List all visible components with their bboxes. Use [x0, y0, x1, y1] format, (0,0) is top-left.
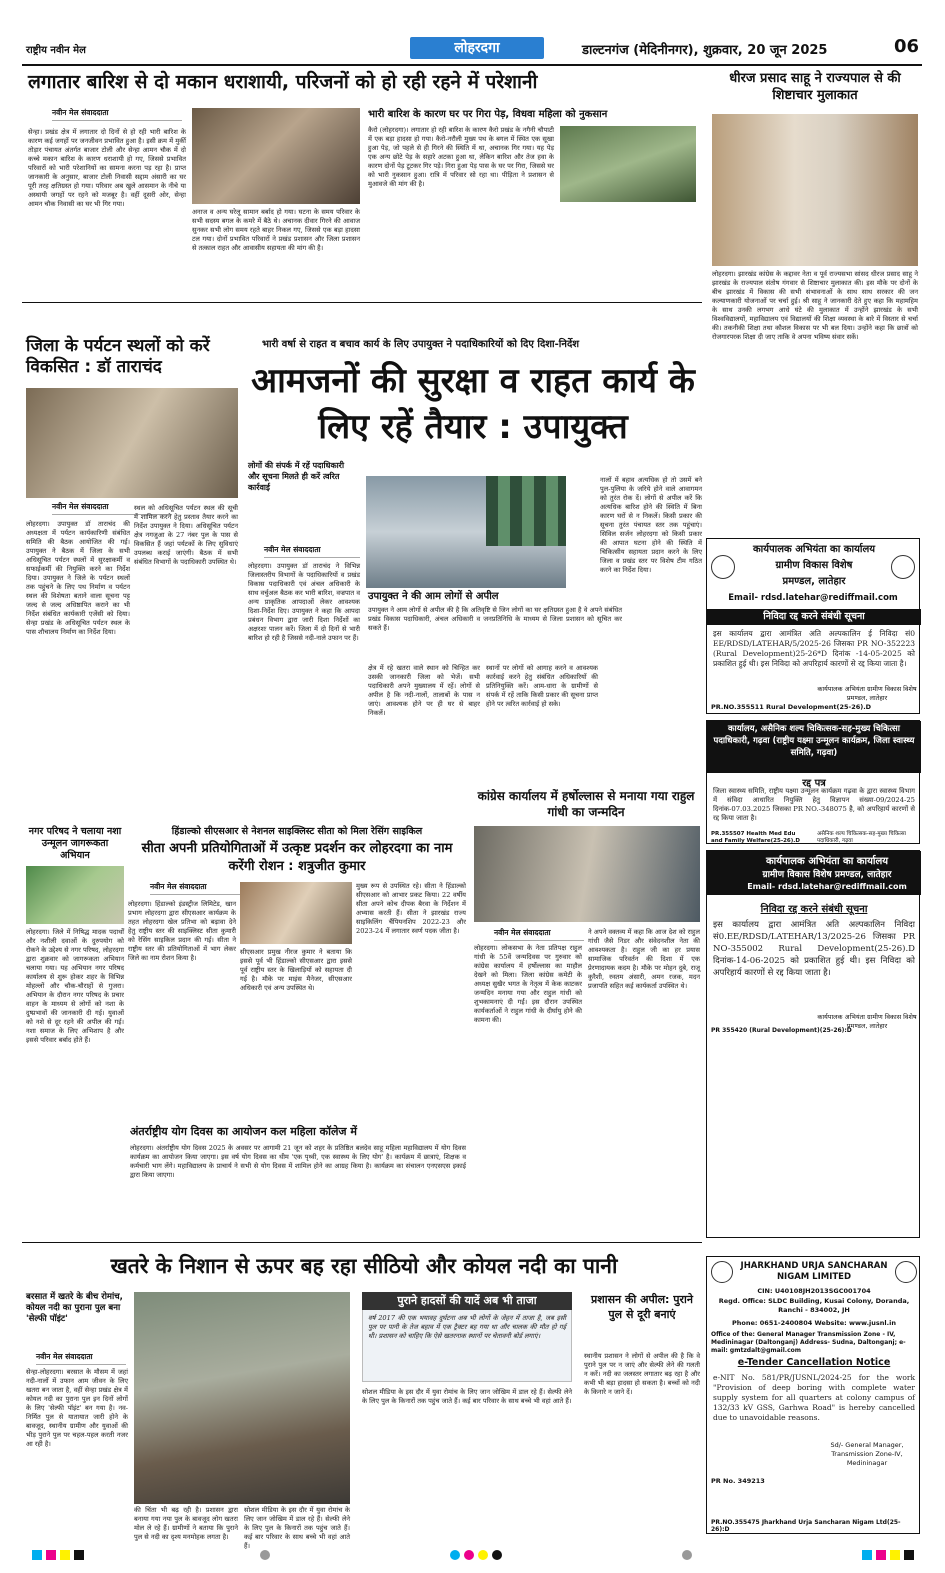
- registration-marks: [22, 1548, 922, 1562]
- ad4-gm: Office of the: General Manager Transmission Zone - IV, Medininagar (Daltonganj) Address- Sudna, Daltonganj; e-mail: gmtzdalt@gmail.com: [711, 1331, 906, 1354]
- story1-headline: लगातार बारिश से दो मकान धराशायी, परिजनों को हो रही रहने में परेशानी: [28, 71, 538, 93]
- story7-body3: मुख्य रूप से उपस्थित रहे। सीता ने हिंडाल्को सीएसआर को आभार प्रकट किया। 22 वर्षीय सीता अपने कोच दीपक बैरवा के निर्देशन में अभ्यास करती हैं। सीता ने झारखंड राज्य साइकिलिंग चैंपियनशिप 2022-23 और 2023-24 में लगातार स्वर्ण पदक जीता है।: [356, 882, 466, 935]
- tender-notice-ad-1: [706, 538, 920, 714]
- story8-headline: कांग्रेस कार्यालय में हर्षोल्लास से मनाया गया राहुल गांधी का जन्मदिन: [477, 789, 695, 819]
- ad3-sign: कार्यपालक अभियंता ग्रामीण विकास विशेष प्रमण्डल, लातेहार: [817, 1013, 917, 1030]
- ad1-title3: प्रमण्डल, लातेहार: [782, 576, 846, 587]
- story2-headline: भारी बारिश के कारण घर पर गिरा पेड़, विधवा महिला को नुकसान: [368, 109, 608, 120]
- ad3-title1: कार्यपालक अभियंता का कार्यालय: [765, 856, 889, 867]
- ad4-notice: e-Tender Cancellation Notice: [737, 1357, 891, 1368]
- story3-photo: [712, 114, 918, 266]
- story4-photo: [26, 388, 238, 498]
- ad4-title1: JHARKHAND URJA SANCHARAN NIGAM LIMITED: [740, 1261, 888, 1282]
- story9-body: लोहरदगा। अंतर्राष्ट्रीय योग दिवस 2025 के अवसर पर आगामी 21 जून को शहर के प्रतिष्ठित बलदेव साहू महिला महाविद्यालय में योग दिवस कार्यक्रम का आयोजन किया जाएगा। इस वर्ष योग दिवस का थीम 'एक पृथ्वी, एक स्वास्थ्य के लिए योग' है। कार्यक्रम में छात्राएं, शिक्षक व कर्मचारी भाग लेंगे। महाविद्यालय के प्राचार्य ने सभी से योग दिवस में शामिल होने का आग्रह किया है। कार्यक्रम का संचालन एनएसएस इकाई द्वारा किया जाएगा।: [130, 1144, 466, 1179]
- story2-body: कैरो (लोहरदगा)। लगातार हो रही बारिश के कारण कैरो प्रखंड के नगैनी चौपाटी में एक बड़ा हादसा हो गया। कैरो-नरौली मुख्य पथ के बगल में स्थित एक सूखा हुआ पेड़, जो पहले से ही गिरने की स्थिति में था, अचानक गिर गया। यह पेड़ एक अन्य छोटे पेड़ के सहारे अटका हुआ था, लेकिन बारिश और तेज हवा के कारण दोनों पेड़ टूटकर गिर पड़े। गिरा हुआ पेड़ पास के घर पर गिरा, जिससे घर को भारी नुकसान हुआ। रात्रि में परिवार सो रहा था। पीड़िता ने प्रशासन से मुआवजे की मांग की है।: [368, 126, 554, 188]
- story6-photo: [26, 866, 124, 924]
- story10-box-body: वर्ष 2017 की एक भयावह दुर्घटना अब भी लोगों के जेहन में ताजा है, जब इसी पुल पर पानी के तेज बहाव में एक ट्रैक्टर बह गया था और चालक की मौत हो गई थी। प्रशासन को चाहिए कि ऐसे खतरनाक स्थानों पर चेतावनी बोर्ड लगाएं।: [368, 1314, 566, 1340]
- story1-body: सेन्हा। प्रखंड क्षेत्र में लगातार दो दिनों से हो रही भारी बारिश के कारण कई जगहों पर जनजीवन प्रभावित हुआ है। इसी क्रम में मुर्की तोड़ार पंचायत अंतर्गत बाजार टोली और सेन्हा आमन चौक में दो कच्चे मकान बारिश के कारण धराशायी हो गए, जिससे प्रभावित परिवारों को भारी परेशानियों का सामना करना पड़ रहा है। प्राप्त जानकारी के अनुसार, बाजार टोली निवासी सद्दाम अंसारी का घर पूरी तरह क्षतिग्रस्त हो गया। परिवार अब खुले आसमान के नीचे या अस्थायी जगहों पर रहने को मजबूर है। वहीं दूसरी ओर, सेन्हा आमन चौक निवासी का घर भी गिर गया।: [28, 128, 186, 208]
- story8-byline: नवीन मेल संवाददाता: [494, 928, 584, 941]
- story7-body: लोहरदगा। हिंडाल्को इंडस्ट्रीज लिमिटेड, खान प्रभाग लोहरदगा द्वारा सीएसआर कार्यक्रम के तहत लोहरदगा खेल प्रतिभा को बढ़ावा देने हेतु राष्ट्रीय स्तर की साइक्लिस्ट सीता कुमारी को रेसिंग साइकिल प्रदान की गई। सीता ने राष्ट्रीय स्तर की प्रतियोगिताओं में भाग लेकर जिले का नाम रोशन किया है।: [128, 900, 236, 962]
- story10-box-title: पुराने हादसों की यादें अब भी ताजा: [362, 1292, 572, 1310]
- dateline: डाल्टनगंज (मेदिनीनगर), शुक्रवार, 20 जून 2025: [582, 43, 828, 58]
- story10-headline: खतरे के निशान से ऊपर बह रहा सीठियो और कोयल नदी का पानी: [110, 1254, 618, 1278]
- ad4-office: Regd. Office: SLDC Building, Kusai Colony, Doranda, Ranchi - 834002, JH: [718, 1297, 910, 1314]
- ad3-title2: ग्रामीण विकास विशेष प्रमण्डल, लातेहार: [762, 870, 892, 880]
- section-label: लोहरदगा: [410, 37, 544, 59]
- story5-kicker: भारी वर्षा से राहत व बचाव कार्य के लिए उपायुक्त ने पदाधिकारियों को दिए दिशा-निर्देश: [262, 339, 580, 350]
- ad2-body: जिला स्वास्थ्य समिति, राष्ट्रीय यक्ष्मा उन्मूलन कार्यक्रम गढ़वा के द्वारा स्वास्थ्य विभाग में संविदा आधारित नियुक्ति हेतु विज्ञापन संख्या-09/2024-25 दिनांक-07.03.2025 जिसका PR NO.-348075 है, को अपरिहार्य कारणों से रद्द किया जाता है।: [713, 787, 915, 822]
- ad2-sign: असैनिक शल्य चिकित्सक-सह-मुख्य चिकित्सा पदाधिकारी, गढ़वा: [817, 831, 906, 844]
- story3-headline: धीरज प्रसाद साहू ने राज्यपाल से की शिष्टाचार मुलाकात: [729, 71, 901, 103]
- story8-photo: [474, 826, 700, 922]
- story1-photo: [192, 108, 360, 204]
- story5-byline: नवीन मेल संवाददाता: [264, 545, 360, 558]
- story9-headline: अंतर्राष्ट्रीय योग दिवस का आयोजन कल महिला कॉलेज में: [130, 1125, 357, 1138]
- cancellation-notice-ad-2: [706, 720, 920, 844]
- tender-cancellation-ad-4: [706, 1256, 920, 1534]
- story7-body2: सीएसआर प्रमुख नीरज कुमार ने बताया कि इससे पूर्व भी हिंडाल्को सीएसआर द्वारा इससे पूर्व राष्ट्रीय स्तर के खिलाड़ियों को सहायता दी गई है। मौके पर माइंस मैनेजर, सीएसआर अधिकारी एवं अन्य उपस्थित थे।: [240, 948, 352, 992]
- story7-byline: नवीन मेल संवाददाता: [150, 882, 250, 895]
- story3-body: लोहरदगा। झारखंड कांग्रेस के कद्दावर नेता व पूर्व राज्यसभा सांसद धीरज प्रसाद साहू ने झारखंड के राज्यपाल संतोष गंगवार से शिष्टाचार मुलाकात की। इस मौके पर दोनों के बीच झारखंड में विकास की सभी संभावनाओं के साथ साथ सरकार की जन कल्याणकारी योजनाओं पर चर्चा हुई। श्री साहू ने जानकारी देते हुए कहा कि महामहिम के साथ उनकी लगभग आधे घंटे की मुलाकात में उन्होंने झारखंड के सभी विश्वविद्यालयों, महाविद्यालय एवं विद्यालयों की शिक्षा व्यवस्था के बारे में विस्तार से चर्चा की। तकनीकी शिक्षा तथा कौशल विकास पर भी बल दिया। उन्होंने कहा कि छात्रों को रोजगारपरक शिक्षा दी जाए ताकि वे अपना भविष्य संवार सकें।: [712, 270, 918, 341]
- story6-body: लोहरदगा। जिले में निषिद्ध मादक पदार्थों और नशीली दवाओं के दुरुपयोग को रोकने के उद्देश्य से नगर परिषद, लोहरदगा द्वारा शुक्रवार को जागरूकता अभियान चलाया गया। यह अभियान नगर परिषद कार्यालय से शुरू होकर शहर के विभिन्न मोहल्लों और चौक-चौराहों से गुजरा। अभियान के दौरान नगर परिषद के प्रचार वाहन के माध्यम से लोगों को नशा के दुष्प्रभावों की जानकारी दी गई। युवाओं को नशे से दूर रहने की अपील की गई। नशा समाज के लिए अभिशाप है और इससे परिवार बर्बाद होते हैं।: [26, 928, 124, 1044]
- story5-body4: नालों में बहाव अत्यधिक हो तो उसमें बने पुल-पुलिया के जरिये होने वाले आवागमन को तुरंत रोक दें। लोगों से अपील करें कि अत्यधिक बारिश होने की स्थिति में बिना कारण घरों से न निकलें। किसी प्रकार की सूचना तुरंत पंचायत स्तर तक पहुंचाएं। सिविल सर्जन लोहरदगा को किसी प्रकार की आपात घटना होने की स्थिति में चिकित्सीय सहायता प्रदान करने के लिए जिला व प्रखंड स्तर पर विशेष टीम गठित करने का निर्देश दिया।: [600, 476, 702, 574]
- story10-byline: नवीन मेल संवाददाता: [36, 1352, 126, 1365]
- ad2-notice: रद्द पत्र: [802, 778, 826, 789]
- ad4-body: e-NIT No. 581/PR/JUSNL/2024-25 for the work "Provision of deep boring with complete water supply system for all quarters at colony campus of 132/33 kV GSS, Garhwa Road" is hereby cancelled due to unavoidable reasons.: [713, 1373, 915, 1422]
- ad4-cin: CIN: U40108JH2013SGC001704: [757, 1287, 871, 1295]
- page-number: 06: [894, 36, 920, 57]
- story7-photo: [240, 882, 352, 944]
- ad1-sign: कार्यपालक अभियंता ग्रामीण विकास विशेष प्रमण्डल, लातेहार: [817, 685, 917, 702]
- ad2-title: कार्यालय, असैनिक शल्य चिकित्सक-सह-मुख्य चिकित्सा पदाधिकारी, गढ़वा (राष्ट्रीय यक्ष्मा उन्मूलन कार्यक्रम, जिला स्वास्थ्य समिति, गढ़वा): [707, 721, 921, 773]
- ad3-notice: निविदा रद्द करने संबंधी सूचना: [760, 904, 868, 915]
- story1-body2: अनाज व अन्य घरेलू सामान बर्बाद हो गया। घटना के समय परिवार के सभी सदस्य बगल के कमरे में बैठे थे। अचानक दीवार गिरने की आवाज सुनकर सभी लोग समय रहते बाहर निकल गए, जिससे एक बड़ा हादसा टल गया। दोनों प्रभावित परिवारों ने प्रखंड प्रशासन और जिला प्रशासन से तत्काल राहत और आवासीय सहायता की मांग की है।: [192, 208, 360, 252]
- story10-box-more: सोशल मीडिया के इस दौर में युवा रोमांच के लिए जान जोखिम में डाल रहे हैं। सेल्फी लेने के लिए पुल के किनारों तक पहुंच जाते हैं। कई बार परिवार के साथ बच्चे भी वहां आते हैं।: [362, 1388, 572, 1405]
- emblem-icon: [891, 555, 915, 579]
- story5-photo-caption: उपायुक्त ने की आम लोगों से अपील: [368, 591, 499, 602]
- ad1-title1: कार्यपालक अभियंता का कार्यालय: [752, 544, 876, 555]
- story7-kicker: हिंडाल्को सीएसआर से नेशनल साइक्लिस्ट सीता को मिला रेसिंग साइकिल: [171, 826, 423, 837]
- story5-screen-photo: [486, 476, 566, 546]
- ad3-email: Email- rdsd.latehar@rediffmail.com: [747, 882, 907, 891]
- story10-photo: [134, 1292, 350, 1504]
- story4-headline: जिला के पर्यटन स्थलों को करें विकसित : डॉ ताराचंद: [26, 336, 210, 377]
- ad1-pr: PR.NO.355511 Rural Development(25-26).D: [711, 703, 872, 711]
- story4-body: लोहरदगा। उपायुक्त डॉ ताराचंद की अध्यक्षता में पर्यटन कार्यकारिणी संबंधित समिति की बैठक आयोजित की गई। उपायुक्त ने बैठक में जिला के सभी अधिसूचित पर्यटन स्थलों में सुरक्षाकर्मी व सफाईकर्मी की नियुक्ति करने का निर्देश दिया। उपायुक्त ने जिले के पर्यटन स्थलों तक पहुंचने के लिए पथ निर्माण व पर्यटन स्थल की विशेषता बताने वाला सूचना पट्ट जल्द से जल्द अधिष्ठापित कराने का भी निर्देश संबंधित कार्यकारी एजेंसी को दिया। सेन्हा प्रखंड के अधिसूचित पर्यटन स्थल के पास शौचालय निर्माण का निर्देश दिया।: [26, 520, 130, 636]
- story6-headline: नगर परिषद ने चलाया नशा उन्मूलन जागरूकता अभियान: [28, 826, 122, 861]
- story10-bullet: बरसात में खतरे के बीच रोमांच, कोयल नदी का पुराना पुल बना 'सेल्फी पॉइंट': [26, 1292, 123, 1324]
- story5-body2: क्षेत्र में रहे खतरा वाले स्थान को चिन्हित कर उसकी जानकारी जिला को भेजें। सभी पदाधिकारी अपने मुख्यालय में रहें। लोगों से अपील है कि नदी-नालों, तालाबों के पास न जाएं। आवश्यक होने पर ही घर से बाहर निकलें।: [368, 664, 480, 717]
- ad1-notice-band: निविदा रद्द करने संबंधी सूचना: [707, 609, 921, 625]
- ad4-sign: Sd/- General Manager, Transmission Zone-IV, Medininagar: [830, 1441, 904, 1467]
- story8-body: लोहरदगा। लोकसभा के नेता प्रतिपक्ष राहुल गांधी के 55वें जन्मदिवस पर गुरुवार को कांग्रेस कार्यालय में हर्षोल्लास का माहौल देखने को मिला। जिला कांग्रेस कमेटी के अध्यक्ष सुखैर भगत के नेतृत्व में केक काटकर जन्मदिन मनाया गया और राहुल गांधी को शुभकामनाएं दी गईं। इस दौरान उपस्थित कार्यकर्ताओं ने राहुल गांधी के दीर्घायु होने की कामना की।: [474, 944, 582, 1024]
- ad1-title2: ग्रामीण विकास विशेष: [775, 560, 853, 571]
- story4-byline: नवीन मेल संवाददाता: [52, 502, 172, 515]
- story4-body2: स्थल को अधिसूचित पर्यटन स्थल की सूची में शामिल करने हेतु प्रस्ताव तैयार करने का निर्देश उपायुक्त ने दिया। अधिसूचित पर्यटन क्षेत्र नगजुआ के 27 नंबर पुल के पास से विकसित हैं जहां पर्यटकों के लिए सुविधाएं उपलब्ध कराई जाएंगी। बैठक में सभी संबंधित विभागों के पदाधिकारी उपस्थित थे।: [134, 504, 238, 566]
- ad4-pr2: PR.NO.355475 Jharkhand Urja Sancharan Nigam Ltd(25-26):D: [711, 1519, 901, 1533]
- story5-caption-body: उपायुक्त ने आम लोगों से अपील की है कि अतिवृष्टि से जिन लोगों का घर क्षतिग्रस्त हुआ है वे अपने संबंधित प्रखंड विकास पदाधिकारी, अंचल अधिकारी व जनप्रतिनिधि के माध्यम से जिला प्रशासन को सूचित कर सकते हैं।: [368, 606, 622, 632]
- ad4-phone: Phone: 0651-2400804 Website: www.jusnl.in: [732, 1319, 896, 1327]
- story10-body2: की चिंता भी बढ़ रही है। प्रशासन द्वारा बनाया गया नया पुल के बावजूद लोग खतरा मोल ले रहे हैं। ग्रामीणों ने बताया कि पुराने पुल से नदी का दृश्य मनमोहक लगता है।: [134, 1506, 238, 1541]
- tender-notice-ad-3: [706, 850, 920, 1238]
- story5-body: लोहरदगा। उपायुक्त डॉ ताराचंद ने विभिन्न जिलास्तरीय विभागों के पदाधिकारियों व प्रखंड विकास पदाधिकारी एवं अंचल अधिकारी के साथ वर्चुअल बैठक कर भारी बारिश, वज्रपात व अन्य प्राकृतिक आपदाओं लेकर आवश्यक दिशा-निर्देश दिए। उपायुक्त ने कहा कि आपदा प्रबंधन विभाग द्वारा जारी दिशा निर्देशों का अक्षरशः पालन करें। जिला में दो दिनों से भारी बारिश हो रही है जिससे नदी-नाले उफान पर हैं।: [248, 562, 360, 642]
- story10-body3: सोशल मीडिया के इस दौर में युवा रोमांच के लिए जान जोखिम में डाल रहे हैं। सेल्फी लेने के लिए पुल के किनारों तक पहुंच जाते हैं। कई बार परिवार के साथ बच्चे भी वहां आते हैं।: [244, 1506, 350, 1550]
- story2-photo: [560, 126, 696, 202]
- ad2-pr: PR.355507 Health Med Edu and Family Welfare(25-26).D: [711, 831, 800, 844]
- masthead: [22, 36, 922, 62]
- ad1-email: Email- rdsd.latehar@rediffmail.com: [728, 593, 898, 603]
- emblem-icon: [711, 555, 735, 579]
- ad1-body: इस कार्यालय द्वारा आमंत्रित अति अल्पकालिन ई निविदा सं0 EE/RDSD/LATEHAR/5/2025-26 जिसका PR NO-352223 (Rural Development)25-26*D दिनांक -14-05-2025 को प्रकाशित हुई थी। इस निविदा को अपरिहार्य कारणों से रद्द किया जाता है।: [713, 629, 915, 668]
- story5-body3: स्थानों पर लोगों को आगाह करने व आवश्यक कार्रवाई करने हेतु संबंधित अधिकारियों की प्रतिनियुक्ति करें। आम-धारा के ग्रामीणों से संपर्क में रहें ताकि किसी प्रकार की सूचना प्राप्त होने पर त्वरित कार्रवाई हो सके।: [486, 664, 598, 708]
- ad4-pr1: PR No. 349213: [711, 1477, 765, 1485]
- story10-side-body: स्थानीय प्रशासन ने लोगों से अपील की है कि वे पुराने पुल पर न जाएं और सेल्फी लेने की गलती न करें। नदी का जलस्तर लगातार बढ़ रहा है और कभी भी बड़ा हादसा हो सकता है। बच्चों को नदी के किनारे न जाने दें।: [584, 1352, 700, 1396]
- story10-side-title: प्रशासन की अपील: पुराने पुल से दूरी बनाएं: [591, 1293, 693, 1321]
- logo-icon: [895, 1261, 917, 1283]
- story10-body: सेन्हा-लोहरदगा। बरसात के मौसम में जहां नदी-नालों में उफान आम जीवन के लिए खतरा बन जाता है, वहीं सेन्हा प्रखंड क्षेत्र में कोयल नदी का पुराना पुल इन दिनों लोगों के लिए 'सेल्फी पॉइंट' बन गया है। नव-निर्मित पुल से यातायात जारी होने के बावजूद, स्थानीय ग्रामीण और युवाओं की भीड़ पुराने पुल पर चहल-पहल करती नजर आ रही है।: [26, 1368, 128, 1448]
- story5-headline: आमजनों की सुरक्षा व राहत कार्य के लिए रहें तैयार : उपायुक्त: [251, 361, 695, 447]
- story8-body2: ने अपने वक्तव्य में कहा कि आज देश को राहुल गांधी जैसे निडर और संवेदनशील नेता की आवश्यकता है। राहुल जी का हर प्रयास सामाजिक परिवर्तन की दिशा में एक प्रेरणादायक कदम है। मौके पर मोहन दुबे, राजू कुरैशी, रुस्तम अंसारी, अमन रजक, मदन प्रजापति सहित कई कार्यकर्ता उपस्थित थे।: [588, 928, 700, 990]
- story1-byline: नवीन मेल संवाददाता: [52, 108, 182, 121]
- story7-headline: सीता अपनी प्रतियोगिताओं में उत्कृष्ट प्रदर्शन कर लोहरदगा का नाम करेंगी रोशन : शत्रुजीत कुमार: [141, 841, 453, 874]
- brand-logo: राष्ट्रीय नवीन मेल: [26, 45, 86, 56]
- story5-bullet: लोगों की संपर्क में रहें पदाधिकारी और सूचना मिलते ही करें त्वरित कार्रवाई: [248, 461, 345, 492]
- ad3-body: इस कार्यालय द्वारा आमंत्रित अति अल्पकालिन निविदा सं0.EE/RDSD/LATEHAR/13/2025-26 जिसका PR NO-355002 Rural Development(25-26).D दिनांक-14-06-2025 को प्रकाशित हुई थी। इस निविदा को अपरिहार्य कारणों से रद्द किया जाता है।: [713, 920, 915, 978]
- ad3-pr: PR 355420 (Rural Development)(25-26):D: [711, 1027, 852, 1034]
- emblem-icon: [711, 1261, 733, 1283]
